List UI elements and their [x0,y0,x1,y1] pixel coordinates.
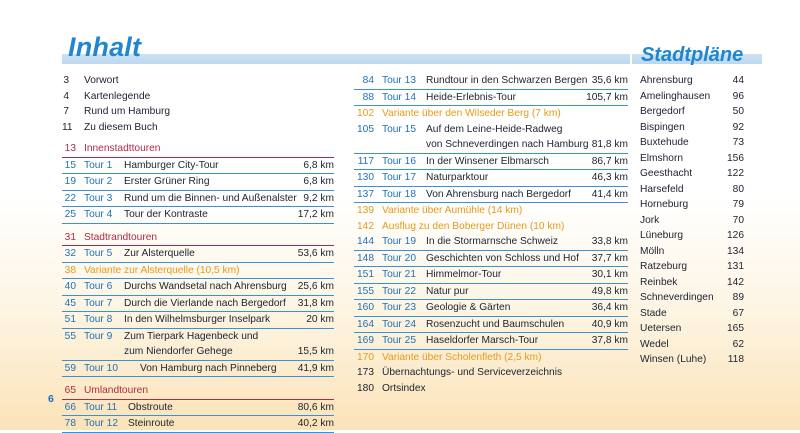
tour-distance: 9,2 km [303,192,334,204]
variant-entry[interactable] [354,203,628,219]
city-page: 118 [727,354,744,365]
tour-number: Tour 14 [382,91,416,103]
tour-entry[interactable] [354,251,628,268]
page-number: 40 [64,281,76,292]
city-page: 50 [732,106,744,117]
page-title: Inhalt [68,32,142,62]
tour-distance: 20 km [306,314,334,325]
city-page: 156 [727,152,744,164]
page-number: 142 [357,220,374,232]
city-map-entry[interactable] [640,228,744,244]
variant-entry[interactable] [354,106,628,122]
variant-text: Variante zur Alsterquelle (10,5 km) [84,264,240,276]
tour-name: Obstroute [128,401,173,413]
toc-entry[interactable] [62,89,334,105]
tour-name: Himmelmor-Tour [426,269,502,280]
section-title: Stadtrandtouren [84,231,158,243]
tour-entry[interactable] [354,267,628,284]
city-name: Reinbek [640,276,678,288]
city-name: Bispingen [640,121,685,133]
tour-name: Rundtour in den Schwarzen Bergen [426,75,588,86]
tour-distance: 25,6 km [297,281,334,292]
city-name: Mölln [640,245,665,257]
tour-number: Tour 17 [382,172,416,183]
tour-name-line2: von Schneverdingen nach Hamburg [426,139,589,150]
tour-number: Tour 24 [382,318,416,330]
variant-text: Variante über den Wilseder Berg (7 km) [382,108,561,119]
page-number: 144 [357,236,374,247]
tour-distance: 40,2 km [297,418,334,429]
section-heading[interactable] [62,383,334,400]
city-name: Wedel [640,338,669,350]
city-name: Uetersen [640,323,682,334]
tour-entry[interactable] [354,90,628,107]
city-name: Elmshorn [640,152,684,164]
city-map-entry[interactable] [640,275,744,291]
tour-entry[interactable] [354,122,628,154]
section-title: Innenstadttouren [84,143,161,154]
tour-distance: 81,8 km [591,139,628,150]
city-map-entry[interactable] [640,306,744,322]
entry-text: Kartenlegende [84,90,151,102]
city-name: Jork [640,214,660,226]
tour-name: Von Ahrensburg nach Bergedorf [426,188,571,200]
tour-entry[interactable] [354,187,628,204]
page-number: 31 [64,231,76,243]
city-page: 79 [732,199,744,210]
tour-name: Hamburger City-Tour [124,159,219,171]
entry-text: Vorwort [84,75,119,86]
toc-entry[interactable] [62,73,334,89]
city-map-entry[interactable] [640,213,744,229]
page-number: 59 [64,362,76,374]
section-heading[interactable] [62,230,334,247]
city-name: Lüneburg [640,230,684,241]
tour-number: Tour 3 [84,192,113,204]
city-name: Winsen (Luhe) [640,354,707,365]
tour-entry[interactable] [62,158,334,175]
tour-distance: 6,8 km [303,176,334,187]
tour-number: Tour 19 [382,236,416,247]
page-number: 137 [357,188,374,200]
city-page: 142 [727,276,744,288]
tour-number: Tour 5 [84,248,113,259]
toc-column-1 [62,73,334,433]
tour-name: Natur pur [426,285,469,297]
city-map-entry[interactable] [640,337,744,353]
entry-text: Übernachtungs- und Serviceverzeichnis [382,367,563,378]
tour-entry[interactable] [62,416,334,433]
page-number: 13 [64,143,76,154]
city-page: 44 [732,75,744,86]
city-map-entry[interactable] [640,290,744,306]
page-number: 22 [64,192,76,204]
toc-entry[interactable] [354,381,628,397]
tour-entry[interactable] [62,191,334,208]
city-map-entry[interactable] [640,151,744,167]
tour-name: Naturparktour [426,172,489,183]
page-number: 130 [357,172,374,183]
city-map-entry[interactable] [640,197,744,213]
tour-distance: 41,4 km [591,188,628,200]
tour-distance: 37,8 km [591,335,628,346]
page-number: 102 [357,108,374,119]
page-number: 148 [357,252,374,264]
page-number: 38 [64,264,76,276]
tour-number: Tour 6 [84,281,113,292]
city-map-entry[interactable] [640,120,744,136]
tour-distance: 31,8 km [297,297,334,309]
tour-distance: 80,6 km [297,401,334,413]
tour-entry[interactable] [354,170,628,187]
sidebar-title: Stadtpläne [641,44,744,66]
tour-entry[interactable] [354,73,628,90]
tour-number: Tour 12 [84,418,118,429]
tour-entry[interactable] [62,207,334,224]
page-number: 45 [64,297,76,309]
page-number: 180 [357,382,374,394]
city-page: 96 [732,90,744,102]
city-map-entry[interactable] [640,182,744,198]
tour-name: Haseldorfer Marsch-Tour [426,335,539,346]
tour-distance: 6,8 km [303,159,334,171]
page-number: 32 [64,248,76,259]
city-name: Ahrensburg [640,75,693,86]
variant-text: Variante über Aumühle (14 km) [382,205,523,216]
tour-number: Tour 1 [84,159,113,171]
city-page: 126 [727,230,744,241]
page-number: 105 [357,123,374,135]
tour-name: Durch die Vierlande nach Bergedorf [124,297,286,309]
page-number: 169 [357,335,374,346]
page-number: 7 [63,106,69,117]
tour-distance: 35,6 km [591,75,628,86]
city-name: Amelinghausen [640,90,711,102]
page-number: 173 [357,367,374,378]
tour-number: Tour 7 [84,297,113,309]
tour-entry[interactable] [62,246,334,263]
tour-distance: 30,1 km [591,269,628,280]
tour-name: Erster Grüner Ring [124,176,210,187]
tour-entry[interactable] [354,284,628,301]
title-rule [62,54,630,64]
toc-entry[interactable] [62,120,334,136]
toc-column-2 [354,73,628,396]
page-number: 151 [357,269,374,280]
variant-entry[interactable] [62,263,334,280]
city-page: 165 [727,323,744,334]
tour-name: Rund um die Binnen- und Außenalster [124,192,297,204]
tour-distance: 105,7 km [586,91,628,103]
city-map-entry[interactable] [640,73,744,89]
page-number: 139 [357,205,374,216]
tour-name: In den Wilhelmsburger Inselpark [124,314,271,325]
entry-text: Zu diesem Buch [84,121,158,133]
city-name: Stade [640,307,667,319]
tour-entry[interactable] [62,361,334,378]
city-page: 92 [732,121,744,133]
tour-number: Tour 13 [382,75,416,86]
tour-name: Zur Alsterquelle [124,248,195,259]
tour-number: Tour 4 [84,209,113,220]
toc-entry[interactable] [354,365,628,381]
page-number: 170 [357,351,374,363]
city-name: Buxtehude [640,137,689,148]
tour-number: Tour 20 [382,252,416,264]
tour-entry[interactable] [62,296,334,313]
city-page: 134 [727,245,744,257]
entry-text: Rund um Hamburg [84,106,171,117]
city-page: 70 [732,214,744,226]
page-number: 65 [64,385,76,396]
tour-name-line2: zum Niendorfer Gehege [124,346,233,357]
tour-number: Tour 8 [84,314,113,325]
tour-entry[interactable] [62,312,334,329]
city-map-entry[interactable] [640,244,744,260]
tour-entry[interactable] [354,300,628,317]
tour-distance: 86,7 km [591,155,628,167]
section-title: Umlandtouren [84,385,148,396]
tour-name: Durchs Wandsetal nach Ahrensburg [124,281,287,292]
tour-distance: 46,3 km [591,172,628,183]
city-map-entry[interactable] [640,259,744,275]
variant-entry[interactable] [354,219,628,235]
page-number: 3 [63,75,69,86]
city-page: 73 [732,137,744,148]
tour-name: Tour der Kontraste [124,209,208,220]
city-name: Horneburg [640,199,689,210]
page-number: 11 [62,121,73,133]
page-number: 25 [64,209,76,220]
tour-distance: 53,6 km [297,248,334,259]
tour-number: Tour 9 [84,330,113,342]
page-number: 164 [357,318,374,330]
city-name: Geesthacht [640,168,693,179]
city-name: Schneverdingen [640,292,714,303]
tour-name: In die Stormarnsche Schweiz [426,236,558,247]
tour-entry[interactable] [354,333,628,350]
city-page: 67 [732,307,744,319]
city-map-entry[interactable] [640,135,744,151]
page-number: 55 [64,330,76,342]
tour-number: Tour 15 [382,123,416,135]
toc-entry[interactable] [62,104,334,120]
tour-name: Geologie & Gärten [426,302,511,313]
page-number: 4 [63,90,69,102]
tour-entry[interactable] [354,154,628,171]
tour-number: Tour 11 [84,401,118,413]
city-map-entry[interactable] [640,89,744,105]
city-page: 131 [727,261,744,272]
city-map-list [640,73,744,368]
city-name: Harsefeld [640,183,684,195]
tour-number: Tour 10 [84,362,118,374]
section-heading[interactable] [62,141,334,158]
page-number: 51 [64,314,76,325]
page-number: 66 [64,401,76,413]
tour-name: In der Winsener Elbmarsch [426,155,549,167]
tour-distance: 17,2 km [297,209,334,220]
tour-entry[interactable] [62,279,334,296]
city-page: 122 [727,168,744,179]
entry-text: Ortsindex [382,382,426,394]
tour-distance: 36,4 km [591,302,628,313]
tour-distance: 41,9 km [297,362,334,374]
page-number: 15 [64,159,76,171]
tour-distance: 15,5 km [297,346,334,357]
city-name: Ratzeburg [640,261,688,272]
tour-number: Tour 2 [84,176,113,187]
tour-number: Tour 25 [382,335,416,346]
tour-entry[interactable] [354,234,628,251]
tour-number: Tour 21 [382,269,416,280]
tour-distance: 33,8 km [591,236,628,247]
tour-distance: 37,7 km [591,252,628,264]
tour-entry[interactable] [62,400,334,417]
tour-entry[interactable] [62,329,334,361]
city-name: Bergedorf [640,106,685,117]
tour-number: Tour 23 [382,302,416,313]
variant-entry[interactable] [354,350,628,366]
city-map-entry[interactable] [640,321,744,337]
tour-name: Auf dem Leine-Heide-Radweg [426,123,563,135]
tour-number: Tour 22 [382,285,416,297]
tour-entry[interactable] [354,317,628,334]
variant-text: Variante über Scholenfleth (2,5 km) [382,351,542,363]
tour-number: Tour 16 [382,155,416,167]
page-number: 117 [357,155,374,167]
tour-name: Heide-Erlebnis-Tour [426,91,517,103]
page-number: 160 [357,302,374,313]
tour-name: Von Hamburg nach Pinneberg [140,362,277,374]
tour-name: Geschichten von Schloss und Hof [426,252,579,264]
tour-name: Zum Tierpark Hagenbeck und [124,330,259,342]
city-page: 80 [732,183,744,195]
tour-distance: 49,8 km [591,285,628,297]
city-page: 89 [732,292,744,303]
variant-text: Ausflug zu den Boberger Dünen (10 km) [382,220,565,232]
page-number: 84 [362,75,374,86]
page-number: 78 [64,418,76,429]
tour-distance: 40,9 km [591,318,628,330]
tour-entry[interactable] [62,174,334,191]
page-number-footer: 6 [48,393,54,405]
page-number: 19 [64,176,76,187]
city-map-entry[interactable] [640,104,744,120]
city-map-entry[interactable] [640,352,744,368]
city-map-entry[interactable] [640,166,744,182]
tour-number: Tour 18 [382,188,416,200]
page-number: 88 [362,91,374,103]
city-page: 62 [732,338,744,350]
tour-name: Rosenzucht und Baumschulen [426,318,565,330]
page-number: 155 [357,285,374,297]
tour-name: Steinroute [128,418,175,429]
